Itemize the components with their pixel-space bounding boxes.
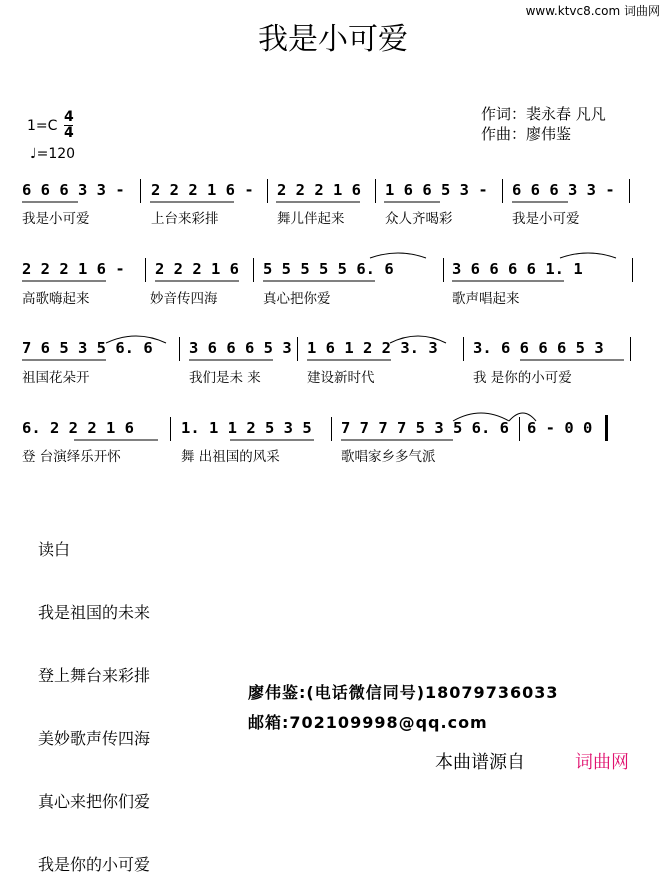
lyrics-l2-m1: 高歌嗨起来 [22,291,90,307]
tempo-marking: ♩=120 [30,146,76,162]
notes-l4-m4: 6 - 0 0 [527,419,593,437]
notes-l2-m3: 5 5 5 5 5 6. 6 [263,260,394,278]
lyrics-l2-m4: 歌声唱起来 [452,291,520,307]
source-site-link[interactable]: 词曲网 [575,752,629,773]
song-title: 我是小可爱 [258,22,408,57]
underlines-l2 [20,250,640,286]
reading-heading: 读白 [38,540,71,559]
lyrics-l3-m4: 我 是你的小可爱 [473,370,572,386]
notes-l3-m3: 1 6 1 2 2 3. 3 [307,339,438,357]
lyrics-l3-m1: 祖国花朵开 [22,370,90,386]
lyrics-l4-m2: 舞 出祖国的风采 [181,449,280,465]
notes-l3-m2: 3 6 6 6 5 3 [189,339,292,357]
site-header: www.ktvc8.com 词曲网 [525,4,660,18]
notes-l2-m1: 2 2 2 1 6 - [22,260,125,278]
notes-l2-m4: 3 6 6 6 6 1. 1 [452,260,583,278]
notes-l4-m1: 6. 2 2 2 1 6 [22,419,134,437]
quarter-note-icon: ♩ [30,146,37,162]
reading-line: 我是祖国的未来 [38,603,151,622]
composer: 作曲：廖伟鉴 [481,125,572,143]
time-signature-bottom: 4 [64,125,74,141]
notes-l1-m4: 1 6 6 5 3 - [385,181,488,199]
lyrics-l3-m2: 我们是未 来 [189,370,261,386]
underlines-l1 [20,177,640,207]
notes-l1-m1: 6 6 6 3 3 - [22,181,125,199]
lyrics-l1-m4: 众人齐喝彩 [385,211,453,227]
lyrics-l1-m1: 我是小可爱 [22,211,90,227]
contact-email: 邮箱:702109998@qq.com [248,713,488,732]
notes-l3-m4: 3. 6 6 6 6 5 3 [473,339,604,357]
key-signature: 1=C [27,118,58,134]
source-label: 本曲谱源自 [435,752,525,773]
time-signature [64,110,74,141]
notes-l1-m5: 6 6 6 3 3 - [512,181,615,199]
notes-l1-m2: 2 2 2 1 6 - [151,181,254,199]
lyrics-l1-m3: 舞儿伴起来 [277,211,345,227]
notes-l4-m2: 1. 1 1 2 5 3 5 [181,419,312,437]
underlines-l3 [20,329,640,365]
time-signature-top: 4 [64,109,74,125]
lyrics-l4-m1: 登 台演绎乐开怀 [22,449,121,465]
notes-l2-m2: 2 2 2 1 6 [155,260,239,278]
notes-l3-m1: 7 6 5 3 5 6. 6 [22,339,153,357]
reading-line: 我是你的小可爱 [38,855,151,874]
lyrics-l2-m3: 真心把你爱 [263,291,331,307]
reading-line: 美妙歌声传四海 [38,729,151,748]
reading-section [38,497,150,896]
contact-phone: 廖伟鉴:(电话微信同号)18079736033 [248,683,559,702]
lyrics-l2-m2: 妙音传四海 [150,291,218,307]
lyrics-l1-m5: 我是小可爱 [512,211,580,227]
lyrics-l4-m3: 歌唱家乡多气派 [341,449,436,465]
reading-line: 登上舞台来彩排 [38,666,151,685]
notes-l1-m3: 2 2 2 1 6 [277,181,361,199]
notes-l4-m3: 7 7 7 7 5 3 5 6. 6 [341,419,509,437]
reading-line: 真心来把你们爱 [38,792,151,811]
underlines-l4 [20,403,640,447]
lyrics-l3-m3: 建设新时代 [307,370,375,386]
lyricist: 作词：裴永春 凡凡 [481,105,606,123]
lyrics-l1-m2: 上台来彩排 [151,211,219,227]
